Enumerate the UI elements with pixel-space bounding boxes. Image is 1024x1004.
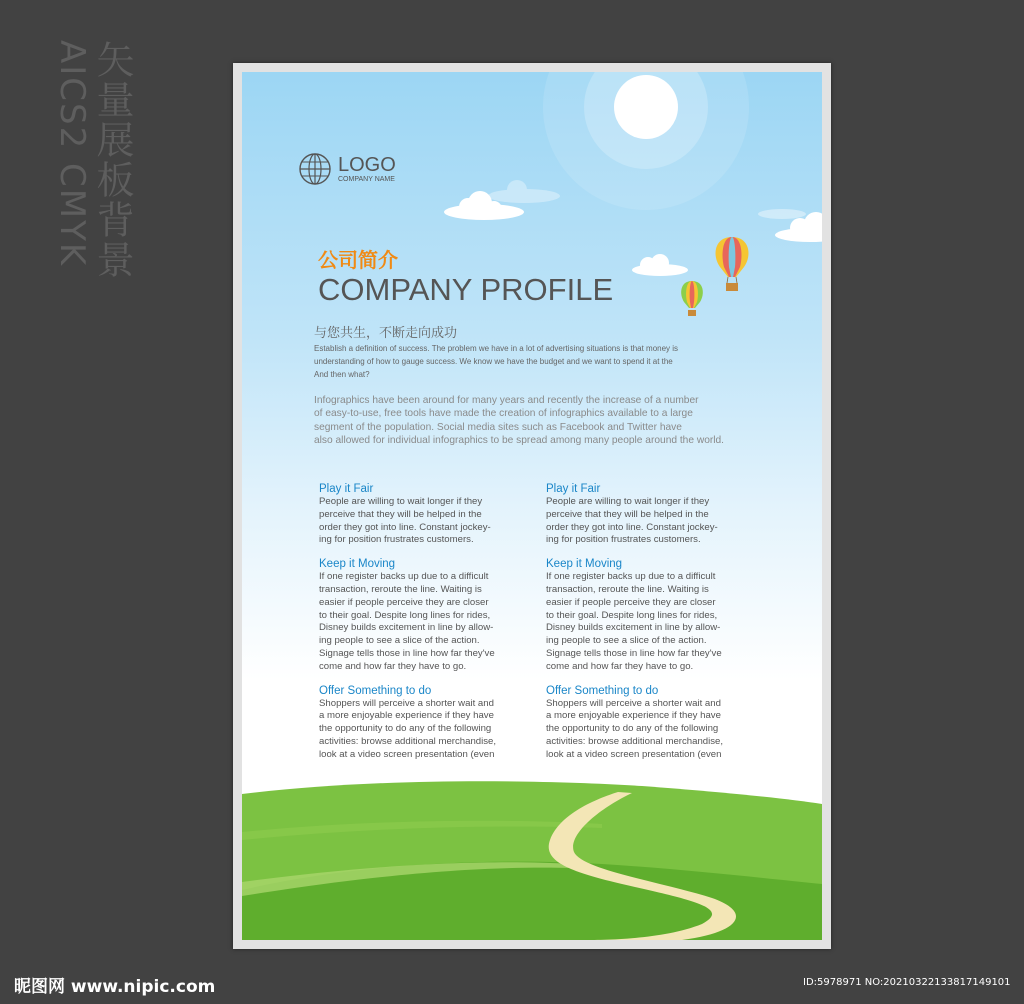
poster — [242, 72, 822, 940]
section-body — [319, 698, 539, 762]
section-title: Play it Fair — [546, 483, 601, 495]
section-line: Disney builds excitement in line by allow- — [319, 622, 494, 634]
logo-word: LOGO — [338, 153, 396, 176]
section-line: Shoppers will perceive a shorter wait and — [319, 697, 494, 709]
section-line: come and how far they have to go. — [546, 660, 694, 672]
section-line: Shoppers will perceive a shorter wait and — [546, 697, 721, 709]
section-title: Play it Fair — [319, 483, 374, 495]
section-line: ing people to see a slice of the action. — [319, 635, 480, 647]
globe-icon — [298, 152, 332, 186]
intro-line: understanding of how to gauge success. We know we have the budget and we want to spend it at the — [314, 357, 673, 366]
section-body — [546, 698, 766, 762]
cloud-icon — [488, 180, 560, 203]
section-line: People are willing to wait longer if they — [319, 496, 483, 507]
section-body — [319, 496, 539, 547]
section-line: ing people to see a slice of the action. — [546, 635, 707, 647]
infographics-line: also allowed for individual infographics to be spread among many people around the world. — [314, 434, 725, 446]
section-line: activities: browse additional merchandise, — [319, 735, 497, 747]
section-line: ing for position frustrates customers. — [546, 534, 701, 546]
section-body — [319, 571, 539, 673]
section-line: look at a video screen presentation (even — [319, 748, 495, 760]
side-title — [52, 40, 132, 280]
logo-company-name: COMPANY NAME — [338, 175, 395, 183]
section-title: Keep it Moving — [319, 558, 396, 571]
section-line: Disney builds excitement in line by allow- — [546, 622, 721, 634]
hot-air-balloon-icon — [681, 281, 703, 316]
infographics-paragraph — [314, 394, 774, 447]
infographics-line: of easy-to-use, free tools have made the creation of infographics available to a large — [314, 408, 693, 420]
section-line: the opportunity to do any of the following — [546, 723, 719, 735]
section-line: easier if people perceive they are closer — [319, 596, 489, 608]
title-english: COMPANY PROFILE — [318, 272, 614, 307]
intro-paragraph — [314, 342, 764, 381]
section-line: come and how far they have to go. — [319, 660, 467, 672]
text-column-left — [319, 482, 539, 772]
sun-icon — [543, 72, 749, 210]
infographics-line: segment of the population. Social media sites such as Facebook and Twitter have — [314, 421, 682, 433]
section-line: to their goal. Despite long lines for rides, — [319, 609, 491, 621]
section-line: activities: browse additional merchandise, — [546, 735, 724, 747]
section-line: Signage tells those in line how far they've — [319, 647, 495, 659]
cloud-icon — [758, 209, 806, 219]
logo — [298, 152, 396, 186]
section-line: a more enjoyable experience if they have — [319, 710, 494, 722]
section-line: order they got into line. Constant jockey- — [546, 521, 718, 533]
section-line: order they got into line. Constant jockey- — [319, 521, 491, 533]
poster-frame — [233, 63, 831, 949]
hot-air-balloon-icon — [716, 237, 749, 291]
section-title: Offer Something to do — [319, 684, 432, 697]
section-line: perceive that they will be helped in the — [319, 508, 482, 520]
section-line: transaction, reroute the line. Waiting is — [319, 583, 482, 595]
section-line: If one register backs up due to a difficult — [319, 571, 489, 583]
section-line: transaction, reroute the line. Waiting is — [546, 583, 709, 595]
cloud-icon — [632, 254, 688, 276]
slogan: 与您共生，不断走向成功 — [314, 326, 458, 341]
infographics-line: Infographics have been around for many years and recently the increase of a number — [314, 395, 699, 406]
text-column-right — [546, 482, 766, 772]
section-line: ing for position frustrates customers. — [319, 534, 474, 546]
section-line: the opportunity to do any of the following — [319, 723, 492, 735]
section-line: easier if people perceive they are closer — [546, 596, 716, 608]
section-line: look at a video screen presentation (even — [546, 748, 722, 760]
intro-line: And then what? — [314, 370, 370, 379]
intro-line: Establish a definition of success. The problem we have in a lot of advertising situations is that money is — [314, 344, 679, 353]
side-title-en: AICS2 CMYK — [52, 40, 92, 268]
section-line: a more enjoyable experience if they have — [546, 710, 721, 722]
section-line: perceive that they will be helped in the — [546, 508, 709, 520]
section-title: Keep it Moving — [546, 558, 623, 571]
title-chinese: 公司简介 — [318, 248, 398, 272]
side-title-cn: 矢量展板背景 — [90, 40, 134, 280]
watermark-text: 昵图网 www.nipic.com — [14, 977, 216, 997]
section-body — [546, 496, 766, 547]
section-line: Signage tells those in line how far they've — [546, 647, 722, 659]
section-body — [546, 571, 766, 673]
section-line: If one register backs up due to a difficult — [546, 571, 716, 583]
section-line: to their goal. Despite long lines for rides, — [546, 609, 718, 621]
image-id-text: ID:5978971 NO:20210322133817149101 — [803, 977, 1011, 988]
section-title: Offer Something to do — [546, 684, 659, 697]
section-line: People are willing to wait longer if they — [546, 496, 710, 507]
